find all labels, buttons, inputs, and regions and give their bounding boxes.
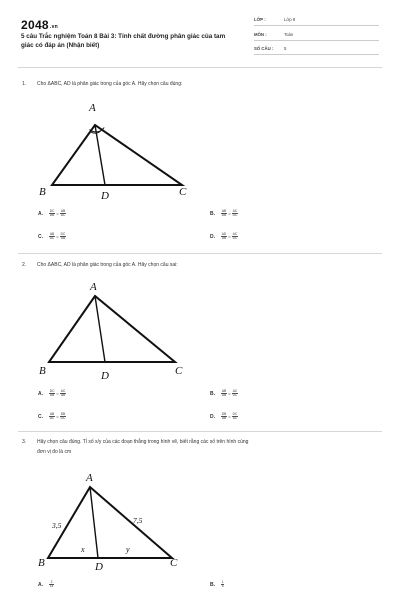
fraction-right (60, 233, 65, 241)
meta-class-value: Lớp 8 (284, 17, 296, 22)
q2-vertex-b-label: B (39, 365, 46, 377)
option-label: B. (210, 582, 215, 589)
option-label: D. (210, 234, 215, 241)
numerator: DB (221, 412, 227, 416)
question-2-text: Cho ΔABC, AD là phân giác trong của góc A. Hãy chọn câu sai: (37, 261, 178, 268)
q1-vertex-b-label: B (39, 186, 46, 198)
q1-option-d[interactable] (210, 233, 238, 241)
q2-option-a[interactable] (38, 390, 66, 398)
meta-subject-value: Toán (284, 32, 294, 37)
denominator: DB (60, 236, 66, 241)
q3-vertex-a-label: A (86, 472, 93, 484)
fraction-right (232, 413, 237, 421)
question-3-text (37, 437, 367, 457)
q3-side-ab-label: 3,5 (52, 521, 62, 530)
fraction-left (221, 390, 226, 398)
numerator: AC (60, 389, 66, 393)
question-1-text: Cho ΔABC, AD là phân giác trong của góc A. Hãy chọn câu đúng: (37, 80, 183, 87)
numerator: DC (49, 209, 55, 213)
equals-sign: = (228, 414, 231, 420)
q2-point-d-label: D (101, 370, 109, 382)
q2-option-c[interactable] (38, 413, 66, 421)
equals-sign: = (56, 391, 59, 397)
denominator: AB (60, 393, 66, 398)
denominator: DC (232, 213, 238, 218)
numerator: AB (49, 412, 55, 416)
question-divider (18, 431, 382, 432)
numerator: DC (232, 412, 238, 416)
fraction-right (232, 390, 237, 398)
q3-option-b[interactable] (210, 581, 224, 589)
option-label: D. (210, 414, 215, 421)
meta-count-key: SỐ CÂU : (254, 46, 274, 51)
numerator: AC (232, 232, 238, 236)
fraction (49, 581, 53, 589)
numerator: AB (221, 389, 227, 393)
numerator: AC (232, 209, 238, 213)
question-2-triangle-figure (35, 278, 195, 382)
question-divider (18, 253, 382, 254)
denominator: DB (49, 393, 55, 398)
denominator: DB (221, 213, 227, 218)
q1-option-a[interactable] (38, 210, 66, 218)
question-3-text-line-2: đơn vị đo là cm (37, 448, 72, 455)
fraction-left (49, 413, 54, 421)
q3-side-ac-label: 7,5 (133, 516, 143, 525)
fraction-right (60, 413, 65, 421)
equals-sign: = (228, 211, 231, 217)
question-3-text-line-1: Hãy chọn câu đúng. Tỉ số x/y của các đoạn thẳng trong hình vẽ, biết rằng các số trên hình cùng (37, 438, 249, 445)
denominator: 5 (221, 584, 224, 589)
equals-sign: = (228, 234, 231, 240)
denominator: DC (232, 236, 238, 241)
numerator: 2 (50, 580, 53, 584)
equals-sign: = (228, 391, 231, 397)
numerator: AB (60, 209, 66, 213)
option-label: A. (38, 582, 43, 589)
denominator: DC (232, 393, 238, 398)
option-label: B. (210, 211, 215, 218)
denominator: 15 (49, 584, 54, 589)
denominator: DB (221, 236, 227, 241)
question-2-number: 2. (22, 262, 27, 268)
equals-sign: = (56, 211, 59, 217)
equals-sign: = (56, 414, 59, 420)
meta-subject (254, 30, 379, 41)
q1-point-d-label: D (101, 190, 109, 202)
q1-vertex-a-label: A (89, 102, 96, 114)
fraction-left (221, 210, 226, 218)
q3-segment-y-label: y (126, 545, 130, 554)
numerator: DC (60, 232, 66, 236)
denominator: DB (221, 393, 227, 398)
meta-subject-key: MÔN : (254, 32, 267, 37)
option-label: B. (210, 391, 215, 398)
option-label: C. (38, 234, 43, 241)
denominator: AB (221, 416, 227, 421)
meta-question-count (254, 44, 379, 55)
denominator: AC (232, 416, 238, 421)
q2-option-b[interactable] (210, 390, 238, 398)
equals-sign: = (56, 234, 59, 240)
numerator: AC (232, 389, 238, 393)
fraction-left (49, 390, 54, 398)
question-3-number: 3. (22, 439, 27, 445)
fraction (221, 581, 224, 589)
denominator: DC (60, 416, 66, 421)
fraction-left (49, 233, 54, 241)
q3-segment-x-label: x (81, 545, 85, 554)
fraction-right (60, 210, 65, 218)
header-divider (18, 67, 382, 68)
q2-vertex-a-label: A (90, 281, 97, 293)
meta-class-key: LỚP : (254, 17, 266, 22)
q3-point-d-label: D (95, 561, 103, 573)
numerator: AD (221, 232, 227, 236)
fraction-right (60, 390, 65, 398)
fraction-left (221, 233, 226, 241)
document-title: 5 câu Trắc nghiệm Toán 8 Bài 3: Tính chất đường phân giác của tam giác có đáp án (Nhận biết) (21, 33, 226, 49)
denominator: AC (49, 236, 55, 241)
denominator: AC (60, 213, 66, 218)
logo-text: 2048 (21, 18, 49, 32)
numerator: AB (221, 209, 227, 213)
q3-vertex-b-label: B (38, 557, 45, 569)
site-logo[interactable] (21, 18, 58, 32)
fraction-left (49, 210, 54, 218)
numerator: DC (49, 389, 55, 393)
q1-option-c[interactable] (38, 233, 66, 241)
numerator: 1 (221, 580, 224, 584)
fraction-right (232, 210, 237, 218)
q3-vertex-c-label: C (170, 557, 178, 569)
logo-domain: .vn (49, 24, 59, 30)
question-3-triangle-figure (35, 465, 195, 575)
q3-option-a[interactable] (38, 581, 54, 589)
question-1-triangle-figure (35, 98, 195, 204)
q1-option-b[interactable] (210, 210, 238, 218)
fraction-right (232, 233, 237, 241)
option-label: A. (38, 211, 43, 218)
q1-vertex-c-label: C (179, 186, 187, 198)
q2-vertex-c-label: C (175, 365, 183, 377)
numerator: DB (60, 412, 66, 416)
numerator: AB (49, 232, 55, 236)
option-label: C. (38, 414, 43, 421)
q2-option-d[interactable] (210, 413, 238, 421)
meta-class (254, 15, 379, 26)
question-1-number: 1. (22, 81, 27, 87)
denominator: DB (49, 213, 55, 218)
option-label: A. (38, 391, 43, 398)
fraction-left (221, 413, 226, 421)
denominator: AC (49, 416, 55, 421)
meta-count-value: 5 (284, 46, 287, 51)
